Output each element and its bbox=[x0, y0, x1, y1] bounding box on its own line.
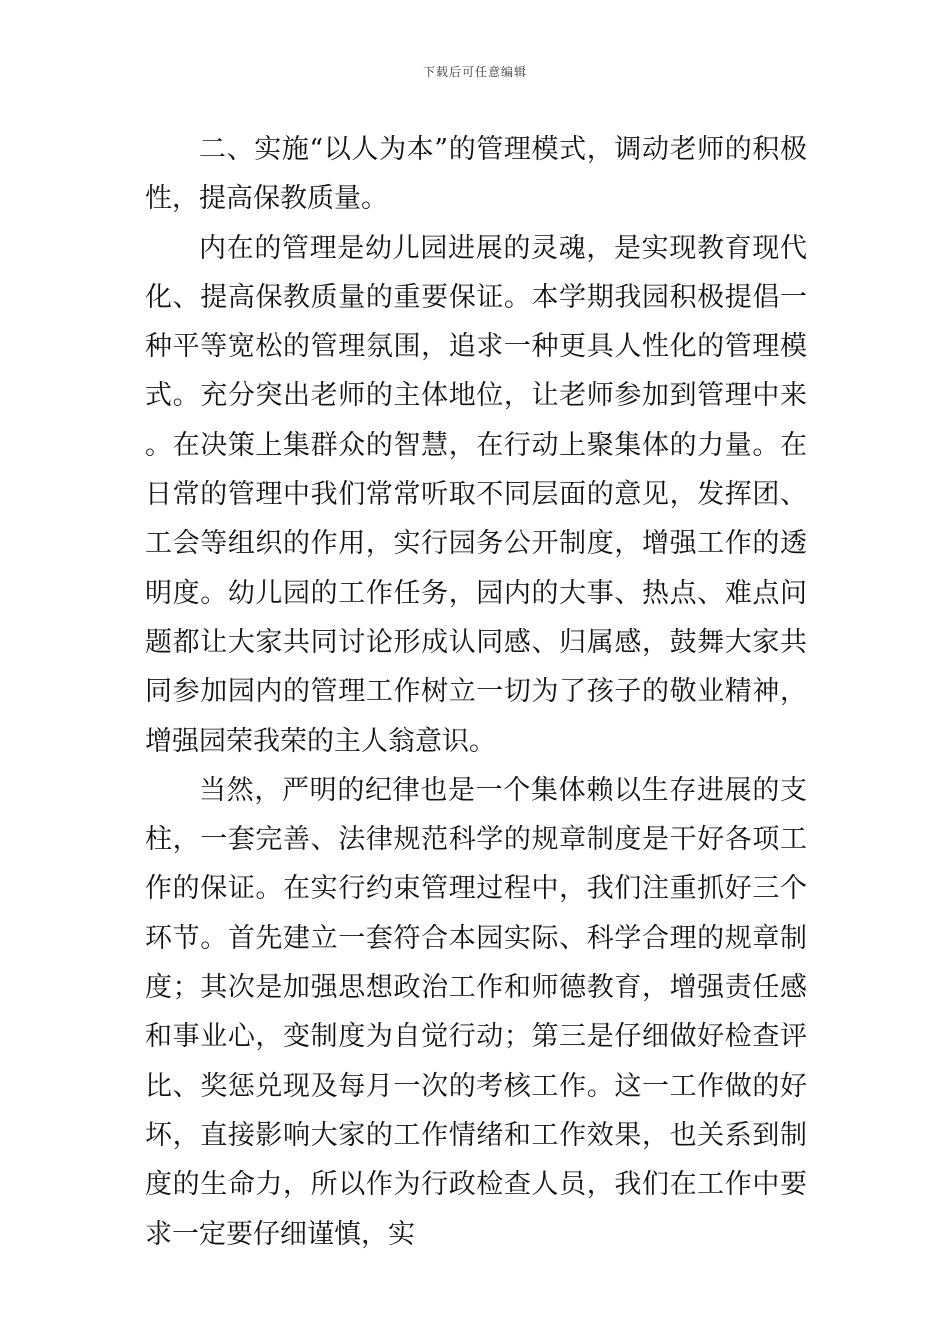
document-body bbox=[145, 125, 807, 1259]
paragraph-discipline: 当然，严明的纪律也是一个集体赖以生存进展的支柱，一套完善、法律规范科学的规章制度是干好各项工作的保证。在实行约束管理过程中，我们注重抓好三个环节。首先建立一套符合本园实际、科学合理的规章制度；其次是加强思想政治工作和师德教育，增强责任感和事业心，变制度为自觉行动；第三是仔细做好检查评比、奖惩兑现及每月一次的考核工作。这一工作做的好坏，直接影响大家的工作情绪和工作效果，也关系到制度的生命力，所以作为行政检查人员，我们在工作中要求一定要仔细谨慎，实 bbox=[145, 774, 807, 1250]
page-header: 下载后可任意编辑 bbox=[422, 65, 527, 79]
paragraph-management: 内在的管理是幼儿园进展的灵魂，是实现教育现代化、提高保教质量的重要保证。本学期我园积极提倡一种平等宽松的管理氛围，追求一种更具人性化的管理模式。充分突出老师的主体地位，让老师参加到管理中来。在决策上集群众的智慧，在行动上聚集体的力量。在日常的管理中我们常常听取不同层面的意见，发挥团、工会等组织的作用，实行园务公开制度，增强工作的透明度。幼儿园的工作任务，园内的大事、热点、难点问题都让大家共同讨论形成认同感、归属感，鼓舞大家共同参加园内的管理工作树立一切为了孩子的敬业精神，增强园荣我荣的主人翁意识。 bbox=[145, 232, 807, 757]
paragraph-heading: 二、实施“以人为本”的管理模式，调动老师的积极性，提高保教质量。 bbox=[145, 134, 807, 215]
